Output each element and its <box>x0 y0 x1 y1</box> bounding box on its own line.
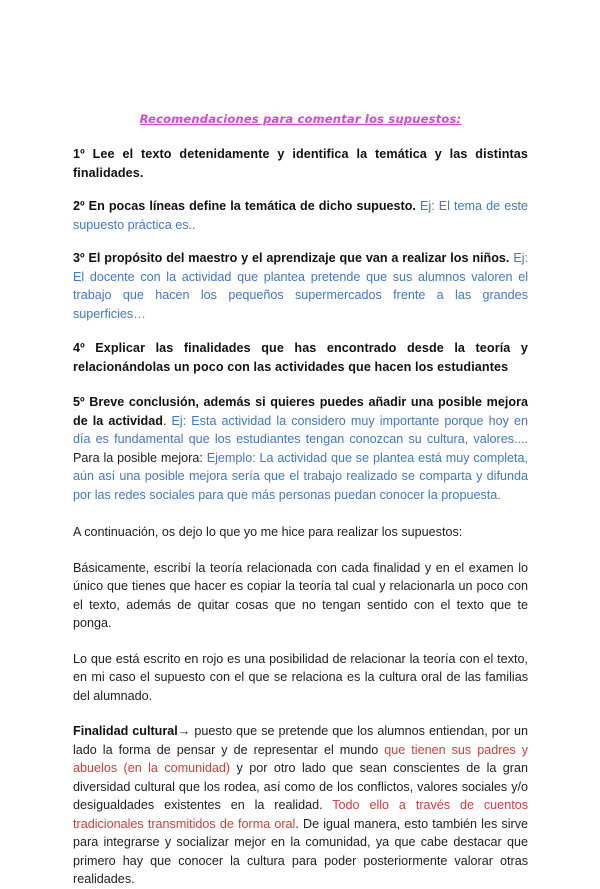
recommendation-3-example: Ej: El docente con la actividad que plantea pretende que sus alumnos valoren el trabajo que hacen los pequeños supermercados frente a las grandes superficies… <box>73 251 529 321</box>
recommendation-1 <box>73 145 528 182</box>
cultural-highlight-1: que tienen sus padres y abuelos (en la comunidad) <box>73 742 528 775</box>
document-title: Recomendaciones para comentar los supuestos: <box>139 112 462 126</box>
cultural-text-3: . De igual manera, esto también les sirve para integrarse y socializar mejor en la comunidad, ya que cabe destacar que primero hay que conocer la cultura para poder posteriormente valorar otras realidades. <box>73 816 528 886</box>
recommendation-4-text: 4º Explicar las finalidades que has encontrado desde la teoría y relacionándolas un poco con las actividades que hacen los estudiantes <box>73 341 528 374</box>
cultural-text-1: puesto que se pretende que los alumnos entiendan, por un lado la forma de pensar y de representar el mundo <box>73 724 528 757</box>
recommendation-1-text: 1º Lee el texto detenidamente y identifica la temática y las distintas finalidades. <box>73 147 528 180</box>
recommendation-3 <box>73 249 528 323</box>
recommendation-5 <box>73 393 528 504</box>
recommendation-2 <box>73 197 528 234</box>
intro-paragraph: A continuación, os dejo lo que yo me hice para realizar los supuestos: <box>73 525 463 539</box>
recommendation-5-middle: Para la posible mejora: <box>73 450 203 465</box>
cultural-paragraph <box>73 722 528 889</box>
recommendation-5-dot: . <box>162 413 167 428</box>
cultural-highlight-2: Todo ello a través de cuentos tradicionales transmitidos de forma oral <box>73 798 528 831</box>
basics-paragraph: Básicamente, escribí la teoría relacionada con cada finalidad y en el examen lo único que tienes que hacer es copiar la teoría tal cual y relacionarla un poco con el texto, además de quitar cosas que no tengan sentido con el texto que te ponga. <box>73 560 528 630</box>
recommendation-2-text: 2º En pocas líneas define la temática de dicho supuesto. <box>73 199 416 213</box>
recommendation-5-text: 5º Breve conclusión, además si quieres puedes añadir una posible mejora de la actividad <box>73 395 528 428</box>
red-note-paragraph: Lo que está escrito en rojo es una posibilidad de relacionar la teoría con el texto, en mi caso el supuesto con el que se relaciona es la cultura oral de las familias del alumnado. <box>73 651 528 703</box>
recommendation-3-text: 3º El propósito del maestro y el aprendizaje que van a realizar los niños. <box>73 251 510 265</box>
cultural-label: Finalidad cultural <box>73 724 178 738</box>
recommendation-4 <box>73 339 528 376</box>
cultural-text-2: y por otro lado que sean conscientes de la gran diversidad cultural que los rodea, así como de los conflictos, valores sociales y/o desigualdades existentes en la realidad. <box>73 761 529 812</box>
arrow-icon: → <box>177 724 191 738</box>
recommendation-5-example: Ej: Esta actividad la considero muy importante porque hoy en día es fundamental que los estudiantes tengan conozcan su cultura, valores.... <box>73 413 528 446</box>
recommendation-5-improvement: Ejemplo: La actividad que se plantea está muy completa, aún así una posible mejora sería que el trabajo realizado se comparta y difunda por las redes sociales para que más personas puedan conocer la propuesta. <box>73 450 529 502</box>
recommendation-2-example: Ej: El tema de este supuesto práctica es.. <box>73 199 529 232</box>
